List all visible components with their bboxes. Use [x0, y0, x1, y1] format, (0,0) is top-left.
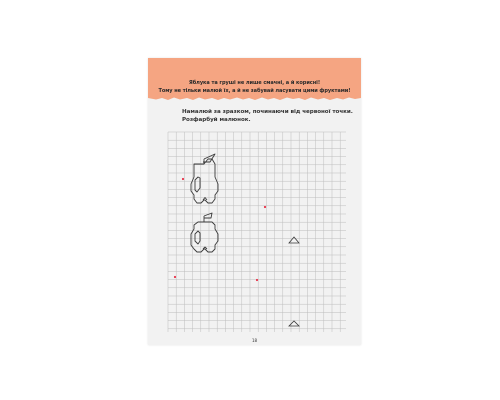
- header-line: Тому не тільки малюй їх, а й не забувай ласувати цими фруктами!: [158, 88, 351, 94]
- grid-lines: [168, 132, 346, 332]
- start-dot: [182, 178, 184, 180]
- start-dot: [264, 206, 266, 208]
- pear-highlight: [195, 177, 200, 192]
- apple-highlight: [195, 231, 200, 244]
- drawing-grid: [148, 58, 361, 345]
- page-number: 18: [251, 338, 258, 343]
- apple-outline: [191, 213, 218, 252]
- pear-outline: [191, 154, 218, 203]
- start-dot: [174, 276, 176, 278]
- apple-hint-notch: [289, 321, 299, 326]
- instruction-line-1: Намалюй за зразком, починаючи від червоної точки.: [182, 109, 353, 115]
- instruction-line-2: Розфарбуй малюнок.: [182, 117, 251, 123]
- worksheet-page: [148, 58, 361, 345]
- header-line: Яблука та груші не лише смачні, а й корисні!: [188, 80, 321, 86]
- pear-hint-notch: [289, 237, 299, 243]
- start-dot: [256, 279, 258, 281]
